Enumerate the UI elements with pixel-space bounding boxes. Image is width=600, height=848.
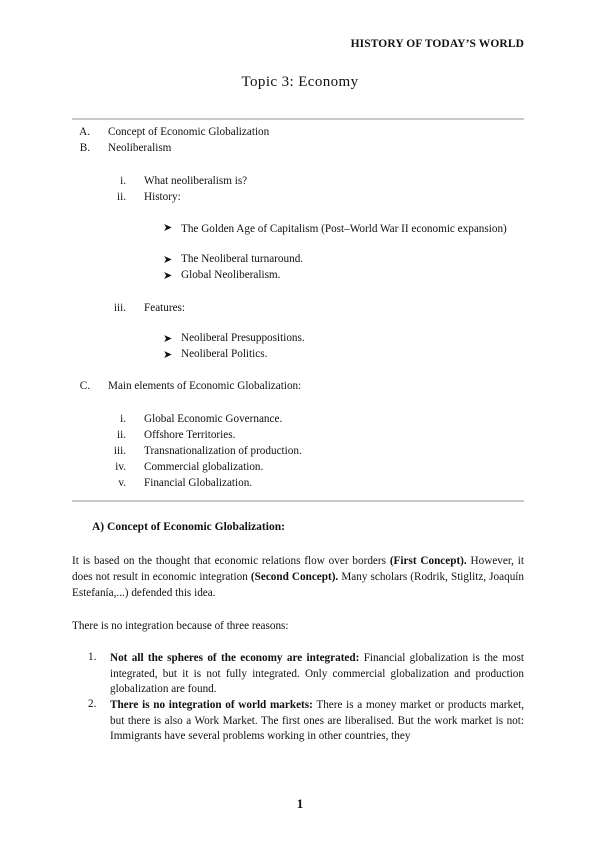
outline-item-c-iv: Commercial globalization. xyxy=(144,461,264,473)
outline-item-b-iii: Features: xyxy=(144,302,186,314)
item-number: 2. xyxy=(88,698,97,710)
outline-item-c-iii: Transnationalization of production. xyxy=(144,445,302,457)
outline-marker-a: A. xyxy=(79,126,90,138)
history-bullet: Global Neoliberalism. xyxy=(181,269,281,281)
arrow-bullet-icon: ➤ xyxy=(163,333,173,345)
outline-marker-c-iv: iv. xyxy=(115,461,126,473)
bold-term: There is no integration of world markets: xyxy=(110,699,313,711)
outline-marker-b-iii: iii. xyxy=(113,302,126,314)
section-heading: A) Concept of Economic Globalization: xyxy=(92,521,285,533)
outline-marker-c-iii: iii. xyxy=(113,445,126,457)
arrow-bullet-icon: ➤ xyxy=(163,254,173,266)
history-bullet: The Neoliberal turnaround. xyxy=(181,253,304,265)
page-title: Topic 3: Economy xyxy=(241,74,359,90)
outline-item-c-i: Global Economic Governance. xyxy=(144,413,283,425)
outline-marker-b-ii: ii. xyxy=(116,191,126,203)
paragraph-text: However, it does not result in economic integration xyxy=(72,555,524,583)
outline-item-c-ii: Offshore Territories. xyxy=(144,429,236,441)
divider-bottom xyxy=(72,500,524,502)
features-bullet: Neoliberal Politics. xyxy=(181,348,268,360)
bold-term: Not all the spheres of the economy are integrated: xyxy=(110,652,360,664)
page-number: 1 xyxy=(296,796,304,811)
outline-item-b: Neoliberalism xyxy=(108,142,172,154)
outline-marker-c-v: v. xyxy=(118,477,126,489)
outline-item-c-v: Financial Globalization. xyxy=(144,477,253,489)
outline-item-b-i: What neoliberalism is? xyxy=(144,175,248,187)
arrow-bullet-icon: ➤ xyxy=(163,222,173,234)
arrow-bullet-icon: ➤ xyxy=(163,270,173,282)
item-body: There is a money market or products market, but there is also a Work Market. The first ones are liberalised. But the work market is not: Immigrants have several problems working in other countries, they xyxy=(110,699,524,742)
item-body: Financial globalization is the most integrated, but it is not fully integrated. Only commercial globalization and production globalization are found. xyxy=(110,652,524,695)
paragraph-text: Many scholars (Rodrik, Stiglitz, Joaquín Estefanía,...) defended this idea. xyxy=(72,571,524,599)
features-bullet: Neoliberal Presuppositions. xyxy=(181,332,305,344)
outline-item-b-ii: History: xyxy=(144,191,181,203)
item-text xyxy=(110,651,524,698)
arrow-bullet-icon: ➤ xyxy=(163,349,173,361)
outline-marker-c-i: i. xyxy=(120,413,126,425)
outline-marker-b: B. xyxy=(79,142,90,154)
item-number: 1. xyxy=(88,651,97,663)
bold-term: (Second Concept). xyxy=(250,571,339,583)
outline-item-a: Concept of Economic Globalization xyxy=(108,126,270,138)
divider-top xyxy=(72,118,524,120)
history-bullet: The Golden Age of Capitalism (Post–World War II economic expansion) xyxy=(181,223,507,235)
paragraph-concept xyxy=(72,553,524,601)
running-header: HISTORY OF TODAY’S WORLD xyxy=(350,38,524,50)
outline-marker-b-i: i. xyxy=(120,175,126,187)
item-text xyxy=(110,698,524,745)
bold-term: (First Concept). xyxy=(389,555,467,567)
paragraph-reasons-intro: There is no integration because of three reasons: xyxy=(72,620,289,632)
outline-item-c: Main elements of Economic Globalization: xyxy=(108,380,302,392)
outline-marker-c: C. xyxy=(79,380,90,392)
outline-marker-c-ii: ii. xyxy=(116,429,126,441)
paragraph-text: It is based on the thought that economic relations flow over borders xyxy=(72,555,390,567)
